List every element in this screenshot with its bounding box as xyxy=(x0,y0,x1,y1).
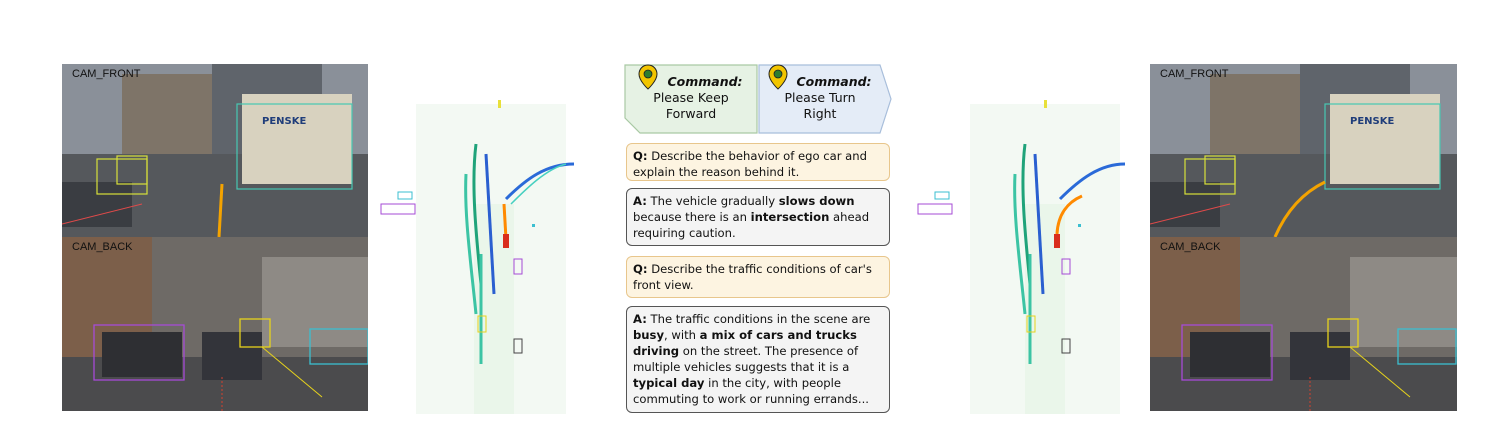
answer-text-part: , with xyxy=(664,328,696,342)
left-back-camera-view xyxy=(62,237,368,411)
front-street-scene xyxy=(62,64,368,237)
answer-bold-part: a mix of cars and trucks driving xyxy=(633,328,857,358)
command-keep-forward xyxy=(624,64,758,134)
answer-text-part: in the city, with people commuting to work or running errands... xyxy=(633,376,869,406)
answer-text-part: on the street. The presence of multiple vehicles suggests that it is a xyxy=(633,344,859,374)
question-text: Describe the traffic conditions of car's front view. xyxy=(633,262,872,292)
left-bev-trajectory-map xyxy=(376,64,586,414)
truck-logo: PENSKE xyxy=(1350,116,1395,127)
question-box-1 xyxy=(626,143,890,181)
question-prefix: Q: xyxy=(633,262,648,276)
camera-label-front: CAM_FRONT xyxy=(1160,68,1229,80)
right-back-camera-view xyxy=(1150,237,1457,411)
answer-box-1 xyxy=(626,188,890,246)
truck-logo: PENSKE xyxy=(262,116,307,127)
left-front-camera-view xyxy=(62,64,368,237)
answer-box-2 xyxy=(626,306,890,413)
answer-text-part: The traffic conditions in the scene are xyxy=(650,312,871,326)
answer-text-part: because there is an xyxy=(633,210,747,224)
right-bev-trajectory-map xyxy=(910,64,1140,414)
camera-label-front: CAM_FRONT xyxy=(72,68,141,80)
camera-label-back: CAM_BACK xyxy=(72,241,133,253)
answer-bold-part: busy xyxy=(633,328,665,342)
command-title: Command: xyxy=(796,74,872,89)
right-front-camera-view xyxy=(1150,64,1457,237)
back-street-scene xyxy=(1150,237,1457,411)
command-title: Command: xyxy=(667,74,743,89)
question-text: Describe the behavior of ego car and explain the reason behind it. xyxy=(633,149,867,179)
command-line-2: Forward xyxy=(665,106,717,121)
answer-prefix: A: xyxy=(633,194,647,208)
command-line-1: Please Turn xyxy=(784,90,856,105)
command-line-2: Right xyxy=(803,106,837,121)
front-street-scene xyxy=(1150,64,1457,237)
answer-bold-part: slows down xyxy=(778,194,855,208)
answer-bold-part: intersection xyxy=(750,210,830,224)
command-turn-right xyxy=(758,64,892,134)
command-line-1: Please Keep xyxy=(653,90,729,105)
command-text-block xyxy=(624,74,758,122)
question-prefix: Q: xyxy=(633,149,648,163)
camera-label-back: CAM_BACK xyxy=(1160,241,1221,253)
answer-bold-part: typical day xyxy=(633,376,705,390)
command-text-block xyxy=(758,74,882,122)
answer-text-part: ahead requiring caution. xyxy=(633,210,870,240)
back-street-scene xyxy=(62,237,368,411)
answer-prefix: A: xyxy=(633,312,647,326)
answer-text-part: The vehicle gradually xyxy=(650,194,776,208)
question-box-2 xyxy=(626,256,890,298)
